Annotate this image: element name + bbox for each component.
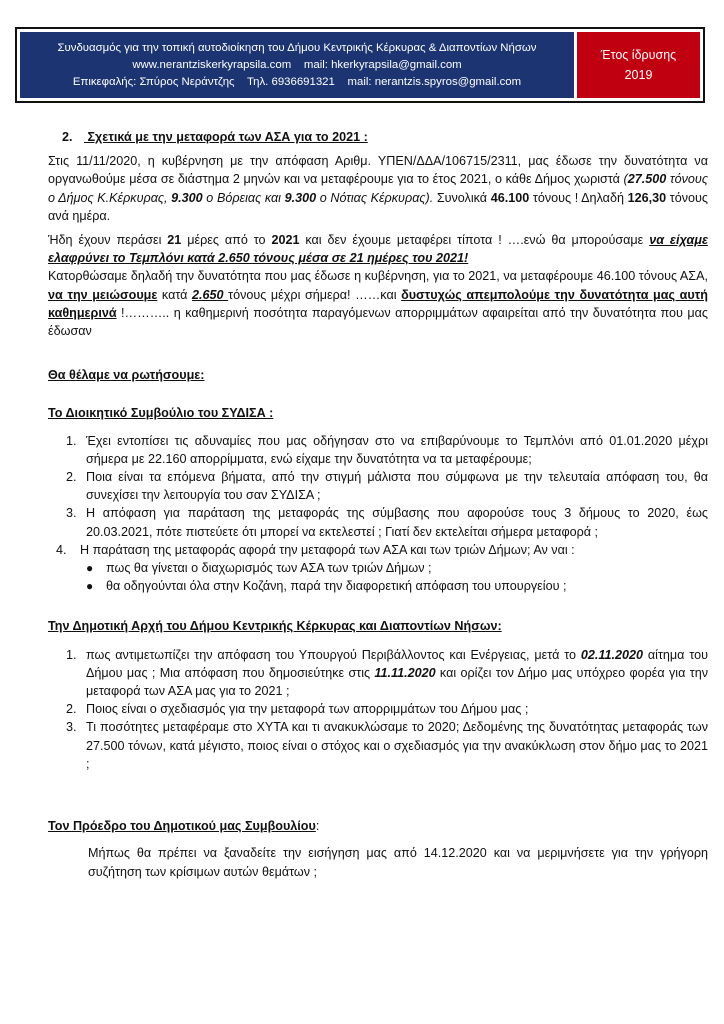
emphasis-tonnes: 2.650 <box>192 287 229 302</box>
questions-heading: Θα θέλαμε να ρωτήσουμε: <box>48 368 205 383</box>
quota-breakdown: (27.500 τόνους ο Δήμος Κ.Κέρκυρας, 9.300 ο Βόρειας και 9.300 ο Νότιας Κέρκυρας). <box>48 172 708 205</box>
list-item: 4. Η παράταση της μεταφοράς αφορά την μεταφορά των ΑΣΑ και των τριών Δήμων; Αν ναι : <box>56 542 575 557</box>
letterhead-info <box>20 32 574 98</box>
quota-south: 9.300 <box>284 190 317 205</box>
text-run: Στις 11/11/2020, η κυβέρνηση με την απόφαση Αριθμ. ΥΠΕΝ/ΔΔΑ/106715/2311, μας έδωσε την δυνατότητα να οργανωθούμε μέσα σε διάστημα 2 μηνών και να μεταφέρουμε για το έτος 2021, ο κάθε Δήμος χωριστά <box>48 154 708 187</box>
paragraph-decision: Στις 11/11/2020, η κυβέρνηση με την απόφαση Αριθμ. ΥΠΕΝ/ΔΔΑ/106715/2311, μας έδωσε την δυνατότητα να οργανωθούμε μέσα σε διάστημα 2 μηνών και να μεταφέρουμε για το έτος 2021, ο κάθε Δήμος χωριστά (27.500 τόνους ο Δήμος Κ.Κέρκυρας, 9.300 ο Βόρειας και 9.300 ο Νότιας Κέρκυρας). Συνολικά 46.100 τόνους ! Δηλαδή 126,30 τόνους ανά ημέρα. <box>48 154 708 223</box>
emphasis-missed-opportunity: να είχαμε ελαφρύνει το Τεμπλόνι κατά 2.650 τόνους μέσα σε 21 ημέρες του 2021! <box>48 233 708 266</box>
quota-central: 27.500 <box>627 172 667 187</box>
president-heading: Τον Πρόεδρο του Δημοτικού μας Συμβουλίου <box>48 819 316 834</box>
board-sub-bullets <box>48 559 708 595</box>
board-questions <box>48 432 708 559</box>
president-request: Μήπως θα πρέπει να ξαναδείτε την εισήγηση μας από 14.12.2020 και να μεριμνήσετε για την γρήγορη συζήτηση των κρίσιμων αυτών θεμάτων ; <box>88 846 708 879</box>
leader-email[interactable]: mail: nerantzis.spyros@gmail.com <box>347 75 522 88</box>
website-link[interactable]: www.nerantziskerkyrapsila.com <box>132 58 292 71</box>
municipality-heading: Την Δημοτική Αρχή του Δήμου Κεντρικής Κέρκυρας και Διαποντίων Νήσων: <box>48 619 502 634</box>
letterhead <box>15 27 705 103</box>
quota-north: 9.300 <box>171 190 203 205</box>
bullet-icon: ● <box>86 561 94 576</box>
list-item: 3. Τι ποσότητες μεταφέραμε στο ΧΥΤΑ και τι ανακυκλώσαμε το 2020; Δεδομένης της δυνατότητας μεταφοράς των 27.500 τόνων, κατά μέγιστο, ποιος είναι ο στόχος και ο σχεδιασμός για την ανακύκλωση στον δήμο μας το 2021 ; <box>66 720 708 771</box>
leader-name: Επικεφαλής: Σπύρος Νεράντζης <box>72 75 235 88</box>
list-item: 1. πως αντιμετωπίζει την απόφαση του Υπουργού Περιβάλλοντος και Ενέργειας, μετά το 02.11.2020 αίτημα του Δήμου μας ; Μια απόφαση που δημοσιεύτηκε στις 11.11.2020 και ορίζει τον Δήμο μας υπόχρεο φορέα για την μεταφορά των ΑΣΑ μας για το 2021 ; <box>66 647 709 699</box>
section-title <box>62 128 708 146</box>
paragraph-capacity-loss: Κατορθώσαμε δηλαδή την δυνατότητα που μας έδωσε η κυβέρνηση, για το 2021, να μεταφέρουμε 46.100 τόνους ΑΣΑ, να την μειώσουμε κατά 2.650 τόνους μέχρι σήμερα! ……και δυστυχώς απεμπολούμε την δυνατότητα μας αυτή καθημερινά !……….. η καθημερινή ποσότητα παραγόμενων απορριμμάτων αφαιρείται από την δυνατότητα που μας έδωσαν <box>48 269 708 339</box>
quota-daily: 126,30 <box>627 190 667 205</box>
emphasis-daily-loss: δυστυχώς απεμπολούμε την δυνατότητα μας αυτή καθημερινά <box>48 287 708 320</box>
list-item: 2. Ποιος είναι ο σχεδιασμός για την μεταφορά των απορριμμάτων του Δήμου μας ; <box>66 702 529 717</box>
bullet-icon: ● <box>86 579 94 594</box>
founded-box <box>577 32 700 98</box>
section-number: 2. <box>62 130 73 144</box>
contact-line <box>132 57 461 74</box>
quota-total: 46.100 <box>490 190 530 205</box>
bullet-item: ● θα οδηγούνται όλα στην Κοζάνη, παρά την διαφορετική απόφαση του υπουργείου ; <box>48 577 708 595</box>
list-item: 2. Ποια είναι τα επόμενα βήματα, από την στιγμή μάλιστα που σύμφωνα με την τελευταία απόφαση του, θα συνεχίσει την λειτουργία του σαν ΣΥΔΙΣΑ ; <box>66 470 708 503</box>
phone-number: Τηλ. 6936691321 <box>247 75 335 88</box>
municipality-questions <box>48 646 708 773</box>
paragraph-days-passed: Ήδη έχουν περάσει 21 μέρες από το 2021 και δεν έχουμε μεταφέρει τίποτα ! ….ενώ θα μπορούσαμε να είχαμε ελαφρύνει το Τεμπλόνι κατά 2.650 τόνους μέσα σε 21 ημέρες του 2021! <box>48 233 708 266</box>
date-request: 02.11.2020 <box>580 647 643 662</box>
emphasis-reduce: να την μειώσουμε <box>48 287 158 302</box>
list-item: 1. Έχει εντοπίσει τις αδυναμίες που μας οδήγησαν στο να επιβαρύνουμε το Τεμπλόνι από 01.01.2020 μέχρι σήμερα με 22.160 απορρίμματα, ενώ είχαμε την δυνατότητα να τα μεταφέρουμε; <box>66 433 708 466</box>
year: 2021 <box>271 233 300 248</box>
bullet-item: ● πως θα γίνεται ο διαχωρισμός των ΑΣΑ των τριών Δήμων ; <box>48 559 708 577</box>
days-count: 21 <box>167 233 182 248</box>
leader-line <box>73 74 521 91</box>
list-item: 3. Η απόφαση για παράταση της μεταφοράς της σύμβασης που αφορούσε τους 3 δήμους το 2020, έως 20.03.2021, πότε πιστεύετε ότι μπορεί να εκτελεστεί ; Γιατί δεν εκτελείται σήμερα μεταφορά ; <box>66 506 708 539</box>
document-body <box>48 128 708 881</box>
founded-label: Έτος ίδρυσης <box>600 48 677 62</box>
organization-name: Συνδυασμός για την τοπική αυτοδιοίκηση του Δήμου Κεντρικής Κέρκυρας & Διαπoντίων Νήσων <box>57 41 537 54</box>
section-title-text: Σχετικά με την μεταφορά των ΑΣΑ για το 2021 : <box>87 130 368 144</box>
board-heading: Το Διοικητικό Συμβούλιο του ΣΥΔΙΣΑ : <box>48 406 274 421</box>
founded-year: 2019 <box>624 68 653 82</box>
email-link[interactable]: mail: hkerkyrapsila@gmail.com <box>303 58 462 71</box>
president-heading-row: Τον Πρόεδρο του Δημοτικού μας Συμβουλίου: <box>48 819 320 834</box>
date-decision: 11.11.2020 <box>374 665 436 680</box>
